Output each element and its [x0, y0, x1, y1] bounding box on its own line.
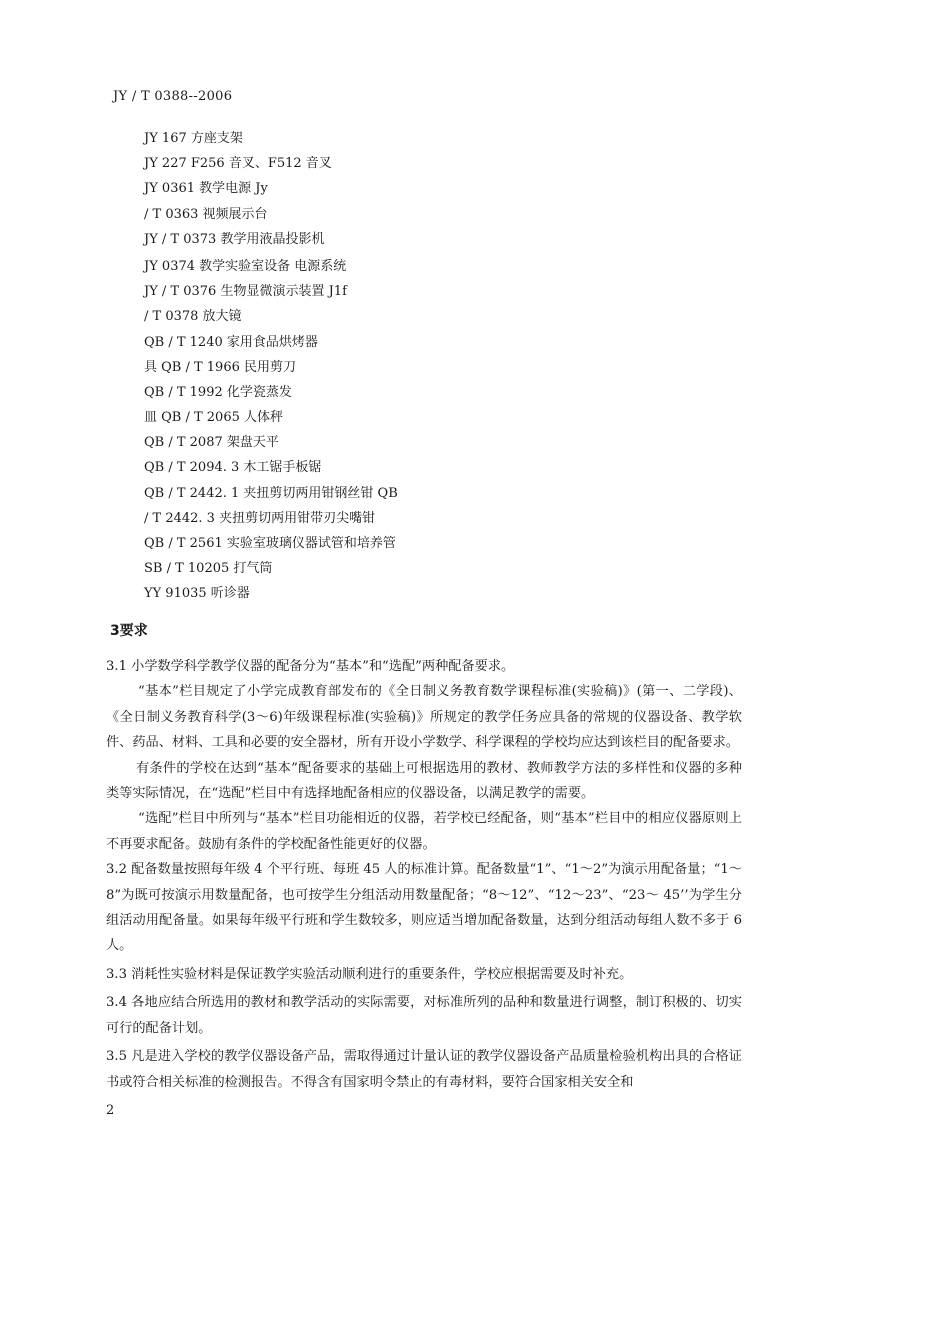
- list-item: YY 91035 听诊器: [144, 586, 250, 602]
- list-item: JY 167 方座支架: [144, 131, 243, 146]
- list-item: JY 227 F256 音叉、F512 音叉: [144, 156, 332, 172]
- section-heading: 3要求: [110, 623, 148, 639]
- clause-3-3: 3.3 消耗性实验材料是保证教学实验活动顺利进行的重要条件，学校应根据需要及时补充。: [106, 966, 633, 982]
- clause-3-2: 3.2 配备数量按照每年级 4 个平行班、每班 45 人的标准计算。配备数量“1”、“1～2”为演示用配备量；“1～8”为既可按演示用数量配备，也可按学生分组活动用数量配备；“8～12”、“12～23”、“23～ 45’’为学生分组活动用配备量。如果每年级平行班和学生数较多，则应适当增加配备数量，达到分组活动每组人数不多于 6 人。: [106, 862, 742, 954]
- list-item: JY 0374 教学实验室设备 电源系统: [144, 258, 347, 274]
- normative-references-list: [144, 126, 398, 607]
- list-item: QB / T 2442. 1 夹扭剪切两用钳钢丝钳 QB: [144, 485, 398, 501]
- clause-3-5: 3.5 凡是进入学校的教学仪器设备产品，需取得通过计量认证的教学仪器设备产品质量检验机构出具的合格证书或符合相关标准的检测报告。不得含有国家明令禁止的有毒材料，要符合国家相关安全和: [106, 1049, 742, 1090]
- paragraph-condition: 有条件的学校在达到“基本”配备要求的基础上可根据选用的教材、教师教学方法的多样性和仪器的多种类等实际情况，在“选配”栏目中有选择地配备相应的仪器设备，以满足教学的需要。: [106, 760, 742, 802]
- list-item: 皿 QB / T 2065 人体秤: [144, 410, 284, 426]
- list-item: QB / T 1992 化学瓷蒸发: [144, 384, 292, 400]
- paragraph-basic: “基本”栏目规定了小学完成教育部发布的《全日制义务教育数学课程标准(实验稿)》(第一、二学段)、《全日制义务教育科学(3～6)年级课程标准(实验稿)》所规定的教学任务应具备的常规的仪器设备、教学软件、药品、材料、工具和必要的安全器材，所有开设小学数学、科学课程的学校均应达到该栏目的配备要求。: [106, 684, 742, 751]
- list-item: QB / T 2094. 3 木工锯手板锯: [144, 460, 322, 476]
- clause-3-4: 3.4 各地应结合所选用的教材和教学活动的实际需要，对标准所列的品种和数量进行调整，制订积极的、切实可行的配备计划。: [106, 995, 742, 1036]
- list-item: QB / T 2561 实验室玻璃仪器试管和培养管: [144, 536, 396, 551]
- list-item: / T 0363 视频展示台: [144, 206, 268, 222]
- requirements-body: [106, 654, 742, 1095]
- list-item: JY / T 0376 生物显微演示装置 J1f: [144, 284, 347, 300]
- standard-code-header: JY / T 0388--2006: [113, 89, 233, 104]
- list-item: SB / T 10205 打气筒: [144, 561, 273, 577]
- list-item: / T 2442. 3 夹扭剪切两用钳带刃尖嘴钳: [144, 510, 376, 526]
- list-item: QB / T 2087 架盘天平: [144, 435, 279, 451]
- list-item: 具 QB / T 1966 民用剪刀: [144, 359, 297, 375]
- list-item: QB / T 1240 家用食品烘烤器: [144, 334, 318, 350]
- list-item: JY 0361 教学电源 Jy: [144, 181, 268, 197]
- list-item: / T 0378 放大镜: [144, 309, 242, 325]
- paragraph-optional: “选配”栏目中所列与“基本”栏目功能相近的仪器，若学校已经配备，则“基本”栏目中的相应仪器原则上不再要求配备。鼓励有条件的学校配备性能更好的仪器。: [106, 811, 742, 852]
- clause-3-1: 3.1 小学数学科学教学仪器的配备分为“基本”和“选配”两种配备要求。: [106, 659, 515, 674]
- page-number: 2: [106, 1103, 115, 1118]
- list-item: JY / T 0373 教学用液晶投影机: [144, 231, 325, 247]
